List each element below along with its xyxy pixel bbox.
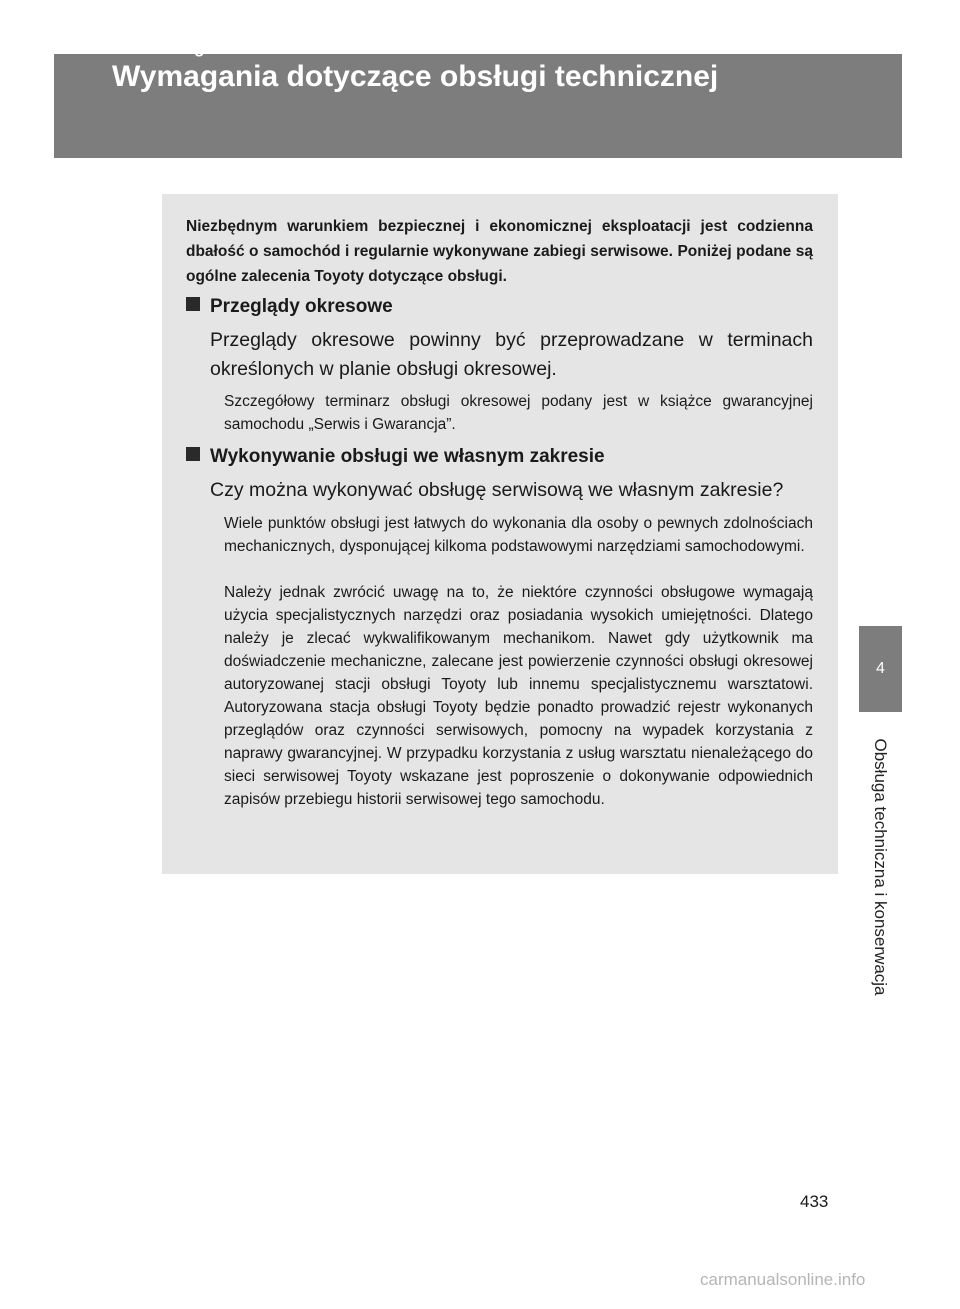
chapter-tab [859,626,902,712]
section-subheading: Przeglądy okresowe powinny być przeprowadzane w terminach określonych w planie obsługi okresowej. [210,329,813,380]
intro-paragraph: Niezbędnym warunkiem bezpiecznej i ekonomicznej eksploatacji jest codzienna dbałość o samochód i regularnie wykonywane zabiegi serwisowe. Poniżej podane są ogólne zalecenia Toyoty dotyczące obsługi. [186,218,813,285]
chapter-number: 4 [876,660,885,677]
square-bullet-icon [186,297,200,311]
square-bullet-icon [186,447,200,461]
page-title: Wymagania dotyczące obsługi technicznej [112,60,719,93]
watermark: carmanualsonline.info [700,1270,866,1289]
section-paragraph: Szczegółowy terminarz obsługi okresowej podany jest w książce gwarancyjnej samochodu „Serwis i Gwarancja”. [224,393,813,433]
page-number: 433 [800,1192,829,1211]
section-label: 4-2. Obsługa techniczna [112,38,307,57]
section-paragraph: Należy jednak zwrócić uwagę na to, że niektóre czynności obsługowe wymagają użycia specjalistycznych narzędzi oraz posiadania wysokich umiejętności. Dlatego należy je zlecać wykwalifikowanym mechanikom. Nawet gdy użytkownik ma doświadczenie mechaniczne, zalecane jest powierzenie czynności obsługi okresowej autoryzowanej stacji obsługi Toyoty lub innemu specjalistycznemu warsztatowi. Autoryzowana stacja obsługi Toyoty będzie ponadto prowadzić rejestr wykonanych przeglądów oraz czynności serwisowych, pomocny na wypadek korzystania z naprawy gwarancyjnej. W przypadku korzystania z usług warsztatu nienależącego do sieci serwisowej Toyoty wskazane jest poproszenie o dokonywanie odpowiednich zapisów przebiegu historii serwisowej tego samochodu. [224,584,813,808]
section-subheading: Czy można wykonywać obsługę serwisową we własnym zakresie? [210,479,784,501]
chapter-title: Obsługa techniczna i konserwacja [871,738,890,996]
section-paragraph: Wiele punktów obsługi jest łatwych do wykonania dla osoby o pewnych zdolnościach mechanicznych, dysponującej kilkoma podstawowymi narzędziami samochodowymi. [224,515,813,555]
chapter-side-label [860,722,900,1012]
section-heading [186,445,826,469]
section-heading-text: Przeglądy okresowe [210,296,393,317]
section-heading-text: Wykonywanie obsługi we własnym zakresie [210,446,605,467]
section-heading [186,295,826,319]
content-box [162,194,838,874]
